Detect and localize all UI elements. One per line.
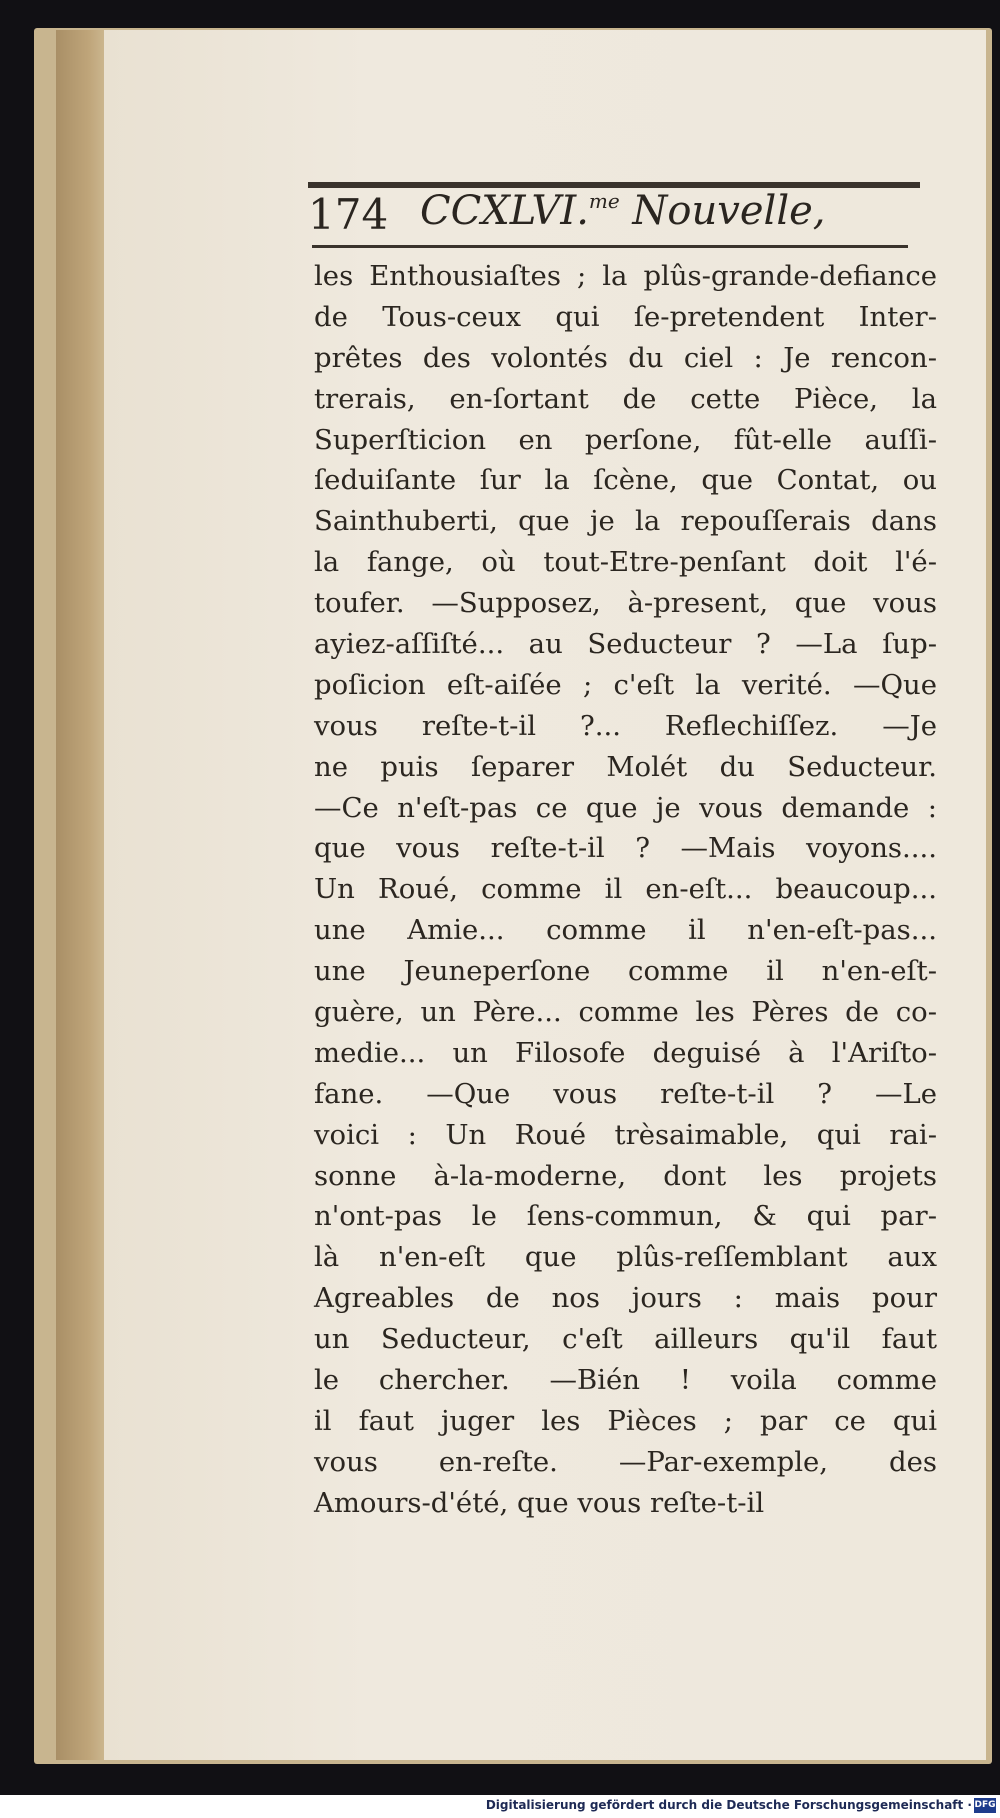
text-line: que vous reſte-t-il ? —Mais voyons.... bbox=[314, 832, 937, 865]
title-superscript: me bbox=[588, 189, 620, 213]
running-title bbox=[420, 188, 826, 234]
text-line: Agreables de nos jours : mais pour bbox=[314, 1282, 937, 1315]
footer-bar bbox=[0, 1795, 1000, 1818]
body-text bbox=[314, 256, 937, 1524]
text-line: fane. —Que vous reſte-t-il ? —Le bbox=[314, 1077, 937, 1110]
header-rule-bottom bbox=[312, 245, 908, 248]
text-line: une Amie... comme il n'en-eſt-pas... bbox=[314, 914, 937, 947]
digitization-credit: Digitalisierung gefördert durch die Deutsche Forschungsgemeinschaft · bbox=[485, 1798, 972, 1812]
title-suffix: Nouvelle, bbox=[619, 188, 826, 234]
text-line: trerais, en-ſortant de cette Pièce, la bbox=[314, 382, 937, 415]
text-line: toufer. —Supposez, à-present, que vous bbox=[314, 587, 937, 620]
text-line: il faut juger les Pièces ; par ce qui bbox=[314, 1404, 937, 1437]
text-line: le chercher. —Bién ! voila comme bbox=[314, 1364, 937, 1397]
text-line: Un Roué, comme il en-eſt... beaucoup... bbox=[314, 873, 937, 906]
text-line: les Enthousiaſtes ; la plûs-grande-defiance bbox=[314, 260, 937, 292]
text-line: Sainthuberti, que je la repouſſerais dans bbox=[314, 505, 937, 538]
text-line: ſeduiſante ſur la ſcène, que Contat, ou bbox=[314, 464, 937, 497]
text-line: n'ont-pas le ſens-commun, & qui par- bbox=[314, 1200, 937, 1233]
text-line: ayiez-aſſiſté... au Seducteur ? —La ſup- bbox=[314, 628, 937, 661]
text-line: vous en-reſte. —Par-exemple, des bbox=[314, 1445, 937, 1478]
text-line: sonne à-la-moderne, dont les projets bbox=[314, 1159, 937, 1192]
text-line: vous reſte-t-il ?... Reflechiſſez. —Je bbox=[314, 709, 937, 742]
title-prefix: CCXLVI. bbox=[420, 188, 589, 234]
text-line: ne puis ſeparer Molét du Seducteur. bbox=[314, 750, 937, 783]
text-line: un Seducteur, c'eſt ailleurs qu'il faut bbox=[314, 1323, 937, 1356]
text-line: une Jeuneperſone comme il n'en-eſt- bbox=[314, 955, 937, 988]
text-line: voici : Un Roué trèsaimable, qui rai- bbox=[314, 1118, 937, 1151]
text-line: Superſticion en perſone, fût-elle auſſi- bbox=[314, 423, 937, 456]
text-line: medie... un Filosofe deguisé à l'Ariſto- bbox=[314, 1036, 937, 1069]
text-line: guère, un Père... comme les Pères de co- bbox=[314, 996, 937, 1029]
dfg-logo: DFG bbox=[974, 1798, 996, 1813]
page-number: 174 bbox=[308, 190, 389, 239]
text-line: prêtes des volontés du ciel : Je rencon- bbox=[314, 341, 937, 374]
text-line: la fange, où tout-Etre-penſant doit l'é- bbox=[314, 546, 937, 579]
text-line: là n'en-eſt que plûs-reſſemblant aux bbox=[314, 1241, 937, 1274]
text-line: de Tous-ceux qui ſe-pretendent Inter- bbox=[314, 300, 937, 333]
text-line: —Ce n'eſt-pas ce que je vous demande : bbox=[314, 791, 937, 824]
text-line: poſicion eſt-aiſée ; c'eſt la verité. —Que bbox=[314, 668, 937, 701]
text-line: Amours-d'été, que vous reſte-t-il bbox=[314, 1486, 765, 1519]
running-header bbox=[306, 186, 926, 246]
